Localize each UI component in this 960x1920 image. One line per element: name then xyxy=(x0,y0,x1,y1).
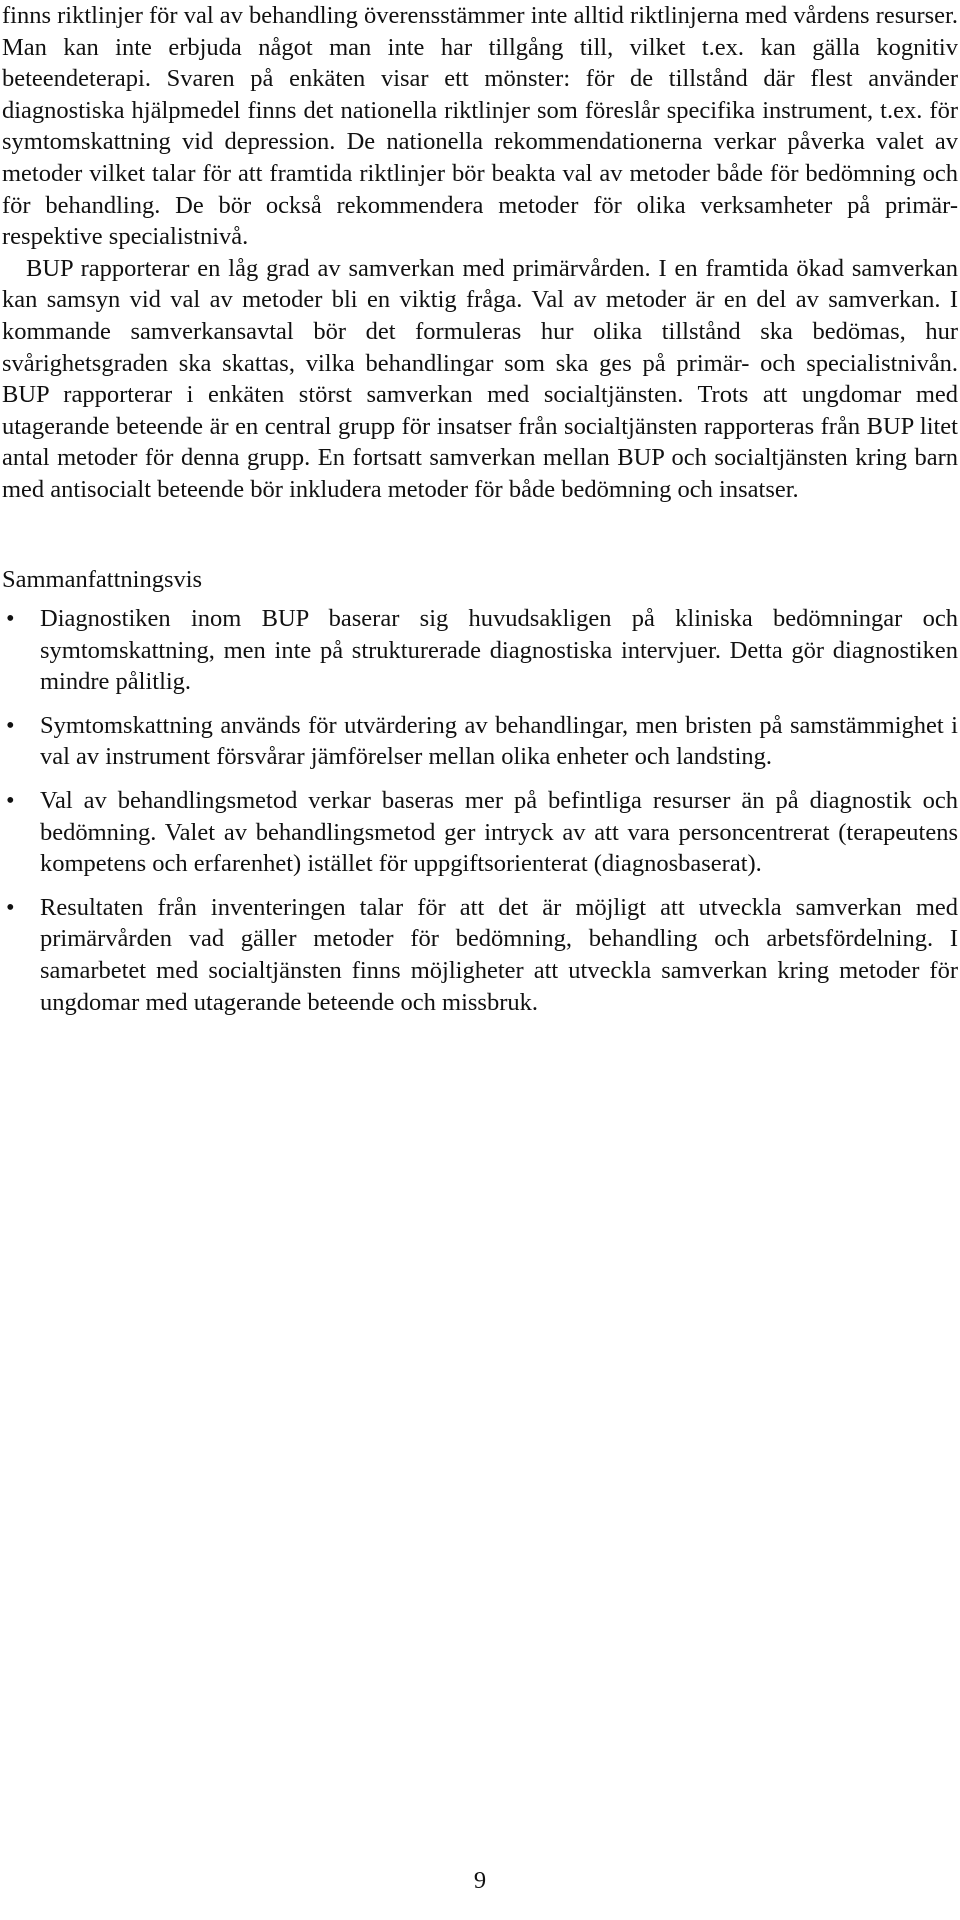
bullet-icon: • xyxy=(6,711,15,739)
bullet-icon: • xyxy=(6,787,15,815)
summary-bullet-4 xyxy=(2,892,958,1018)
bullet-text: Diagnostiken inom BUP baserar sig huvudsakligen på kliniska bedömningar och symtomskattning, men inte på strukturerade diagnostiska intervjuer. Detta gör diagnostiken mindre pålitlig. xyxy=(40,605,958,696)
body-paragraph-1: finns riktlinjer för val av behandling överensstämmer inte alltid riktlinjerna med vårdens resurser. Man kan inte erbjuda något man inte har tillgång till, vilket t.ex. kan gälla kognitiv beteendeterapi. Svaren på enkäten visar ett mönster: för de tillstånd där flest använder diagnostiska hjälpmedel finns det nationella riktlinjer som föreslår specifika instrument, t.ex. för symtomskattning vid depression. De nationella rekommendationerna verkar påverka valet av metoder vilket talar för att framtida riktlinjer bör beakta val av metoder både för bedömning och för behandling. De bör också rekommendera metoder för olika verksamheter på primär- respektive specialistnivå. xyxy=(2,2,958,251)
page-number: 9 xyxy=(473,1867,487,1894)
bullet-icon: • xyxy=(6,605,15,633)
summary-heading: Sammanfattningsvis xyxy=(2,565,203,593)
bullet-icon: • xyxy=(6,893,15,921)
bullet-text: Val av behandlingsmetod verkar baseras mer på befintliga resurser än på diagnostik och bedömning. Valet av behandlingsmetod ger intryck av att vara personcentrerat (terapeutens kompetens och erfarenhet) istället för uppgiftsorienterat (diagnosbaserat). xyxy=(40,787,958,878)
summary-bullet-1 xyxy=(2,603,958,698)
body-paragraph-2: BUP rapporterar en låg grad av samverkan med primärvården. I en framtida ökad samverkan kan samsyn vid val av metoder bli en viktig fråga. Val av metoder är en del av samverkan. I kommande samverkansavtal bör det formuleras hur olika tillstånd ska bedömas, hur svårighetsgraden ska skattas, vilka behandlingar som ska ges på primär- och specialistnivån. BUP rapporterar i enkäten störst samverkan med socialtjänsten. Trots att ungdomar med utagerande beteende är en central grupp för insatser från socialtjänsten rapporteras från BUP litet antal metoder för denna grupp. En fortsatt samverkan mellan BUP och socialtjänsten kring barn med antisocialt beteende bör inkludera metoder för både bedömning och insatser. xyxy=(2,254,958,503)
summary-bullet-2 xyxy=(2,710,958,773)
bullet-text: Symtomskattning används för utvärdering av behandlingar, men bristen på samstämmighet i val av instrument försvårar jämförelser mellan olika enheter och landsting. xyxy=(40,711,958,771)
bullet-text: Resultaten från inventeringen talar för att det är möjligt att utveckla samverkan med primärvården vad gäller metoder för bedömning, behandling och arbetsfördelning. I samarbetet med socialtjänsten finns möjligheter att utveckla samverkan kring metoder för ungdomar med utagerande beteende och missbruk. xyxy=(40,893,958,1016)
summary-bullet-list xyxy=(2,603,958,1018)
summary-bullet-3 xyxy=(2,785,958,880)
page-body xyxy=(2,0,958,1030)
